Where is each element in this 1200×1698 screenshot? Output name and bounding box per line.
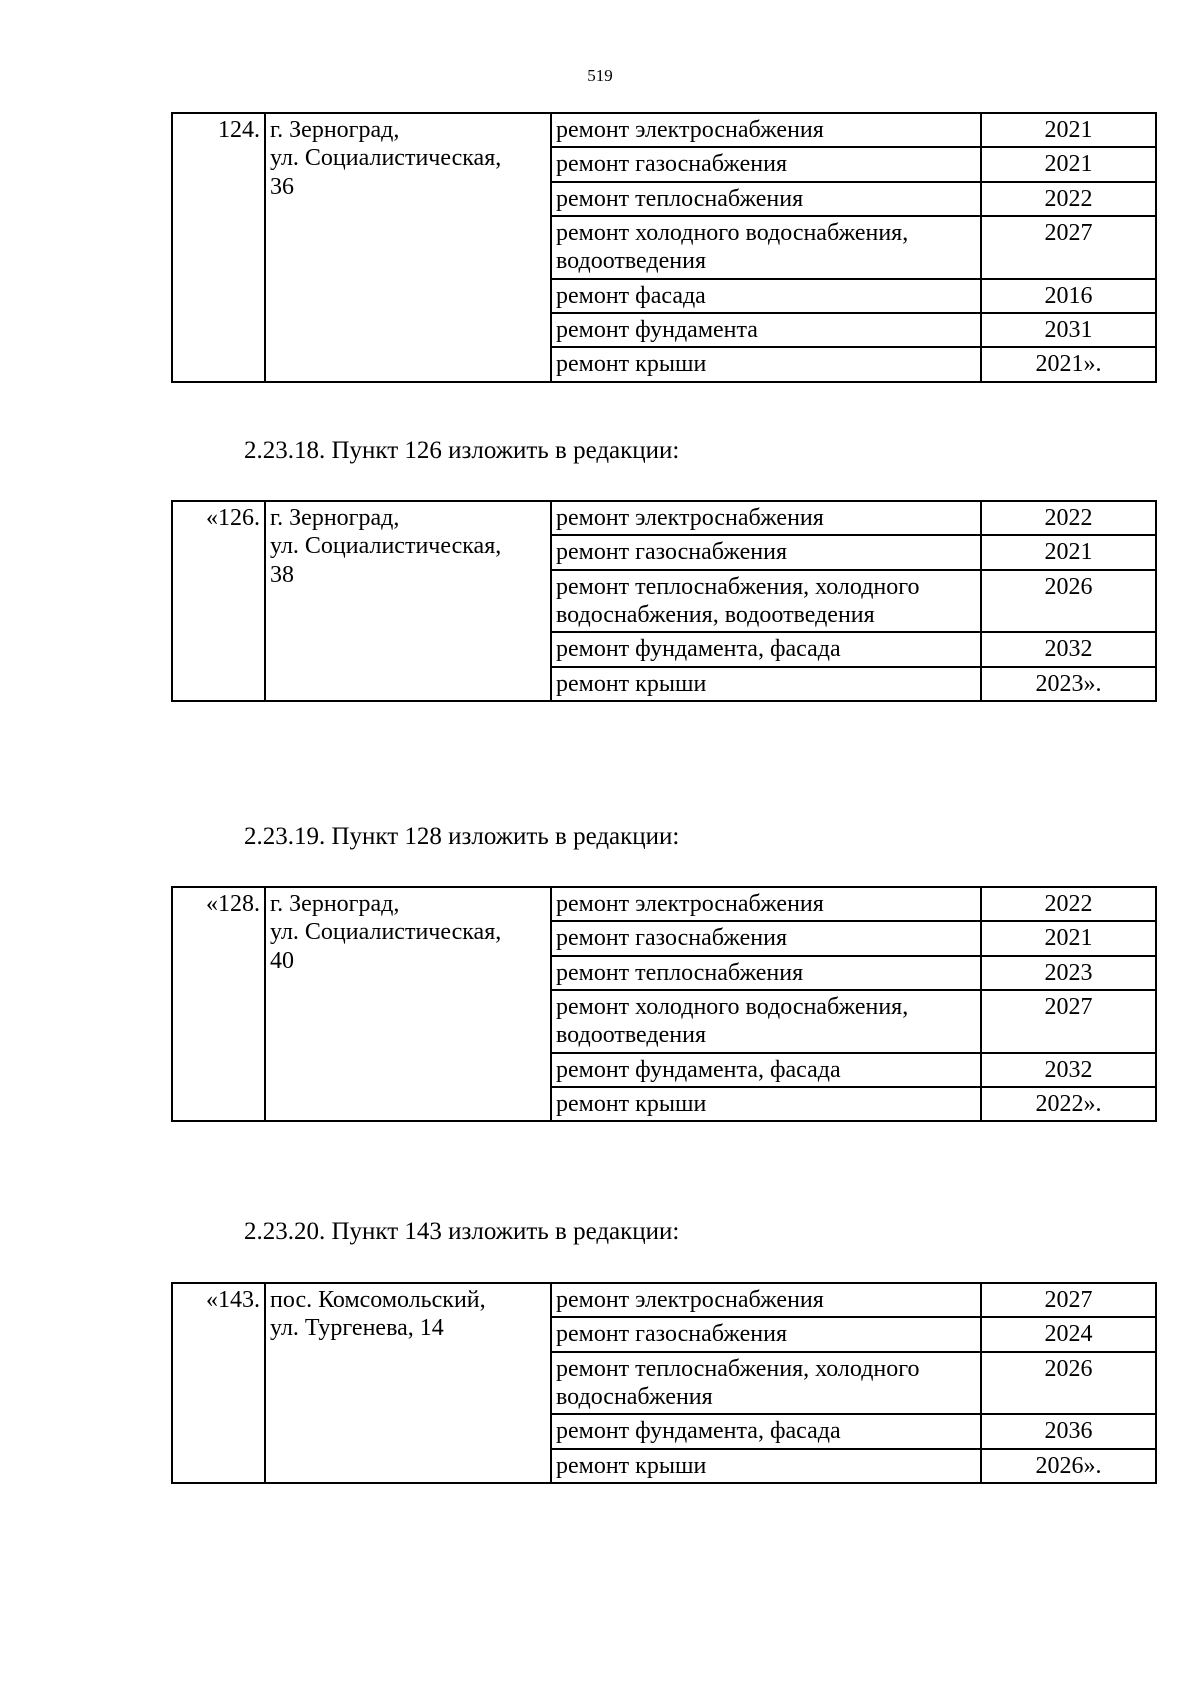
year-cell: 2024 [981, 1317, 1156, 1351]
page-number: 519 [587, 66, 613, 85]
address-cell [265, 113, 551, 382]
work-type-cell: ремонт теплоснабжения [551, 956, 981, 990]
work-type-cell: ремонт фундамента [551, 313, 981, 347]
address-line: г. Зерноград, [270, 505, 400, 531]
year-cell: 2036 [981, 1414, 1156, 1448]
year-cell: 2022 [981, 501, 1156, 535]
address-line: г. Зерноград, [270, 117, 400, 143]
address-cell [265, 1283, 551, 1483]
work-type-cell: ремонт газоснабжения [551, 147, 981, 181]
item-number-cell: 124. [172, 113, 265, 382]
address-line: 38 [270, 561, 294, 588]
address-line: 40 [270, 947, 294, 974]
work-type-cell: ремонт теплоснабжения [551, 182, 981, 216]
table-row [172, 113, 1156, 147]
work-type-cell: ремонт теплоснабжения, холодного водоснабжения [551, 1352, 981, 1415]
table-row [172, 1283, 1156, 1317]
works-table-1 [171, 112, 1157, 383]
year-cell: 2023». [981, 667, 1156, 701]
work-type-cell: ремонт электроснабжения [551, 501, 981, 535]
address-line: ул. Тургенева, 14 [270, 1315, 444, 1342]
amendment-paragraph: 2.23.18. Пункт 126 изложить в редакции: [244, 437, 680, 464]
work-type-cell: ремонт газоснабжения [551, 1317, 981, 1351]
address-cell [265, 501, 551, 701]
year-cell: 2026 [981, 1352, 1156, 1415]
work-type-cell: ремонт электроснабжения [551, 887, 981, 921]
year-cell: 2021». [981, 347, 1156, 381]
amendment-paragraph: 2.23.19. Пункт 128 изложить в редакции: [244, 823, 680, 850]
year-cell: 2022». [981, 1087, 1156, 1121]
work-type-cell: ремонт электроснабжения [551, 113, 981, 147]
work-type-cell: ремонт электроснабжения [551, 1283, 981, 1317]
address-cell [265, 887, 551, 1121]
year-cell: 2021 [981, 113, 1156, 147]
year-cell: 2021 [981, 147, 1156, 181]
work-type-cell: ремонт фундамента, фасада [551, 1414, 981, 1448]
year-cell: 2026». [981, 1449, 1156, 1483]
address-line: ул. Социалистическая, [270, 533, 502, 560]
table-row [172, 887, 1156, 921]
work-type-cell: ремонт холодного водоснабжения, водоотведения [551, 990, 981, 1053]
works-table-3 [171, 886, 1157, 1122]
work-type-cell: ремонт крыши [551, 347, 981, 381]
address-line: ул. Социалистическая, [270, 145, 502, 172]
amendment-paragraph: 2.23.20. Пункт 143 изложить в редакции: [244, 1218, 680, 1245]
year-cell: 2022 [981, 182, 1156, 216]
work-type-cell: ремонт фасада [551, 279, 981, 313]
address-line: г. Зерноград, [270, 891, 400, 917]
item-number-cell: «143. [172, 1283, 265, 1483]
item-number-cell: «128. [172, 887, 265, 1121]
item-number-cell: «126. [172, 501, 265, 701]
year-cell: 2031 [981, 313, 1156, 347]
year-cell: 2021 [981, 921, 1156, 955]
year-cell: 2027 [981, 1283, 1156, 1317]
year-cell: 2022 [981, 887, 1156, 921]
year-cell: 2021 [981, 535, 1156, 569]
work-type-cell: ремонт газоснабжения [551, 921, 981, 955]
year-cell: 2032 [981, 632, 1156, 666]
table-row [172, 501, 1156, 535]
year-cell: 2026 [981, 570, 1156, 633]
work-type-cell: ремонт теплоснабжения, холодного водоснабжения, водоотведения [551, 570, 981, 633]
work-type-cell: ремонт крыши [551, 667, 981, 701]
work-type-cell: ремонт фундамента, фасада [551, 632, 981, 666]
year-cell: 2032 [981, 1053, 1156, 1087]
work-type-cell: ремонт фундамента, фасада [551, 1053, 981, 1087]
works-table-2 [171, 500, 1157, 702]
address-line: пос. Комсомольский, [270, 1287, 486, 1313]
work-type-cell: ремонт крыши [551, 1449, 981, 1483]
works-table-4 [171, 1282, 1157, 1484]
address-line: 36 [270, 173, 294, 200]
work-type-cell: ремонт холодного водоснабжения, водоотведения [551, 216, 981, 279]
year-cell: 2027 [981, 990, 1156, 1053]
address-line: ул. Социалистическая, [270, 919, 502, 946]
year-cell: 2016 [981, 279, 1156, 313]
year-cell: 2027 [981, 216, 1156, 279]
work-type-cell: ремонт газоснабжения [551, 535, 981, 569]
year-cell: 2023 [981, 956, 1156, 990]
work-type-cell: ремонт крыши [551, 1087, 981, 1121]
